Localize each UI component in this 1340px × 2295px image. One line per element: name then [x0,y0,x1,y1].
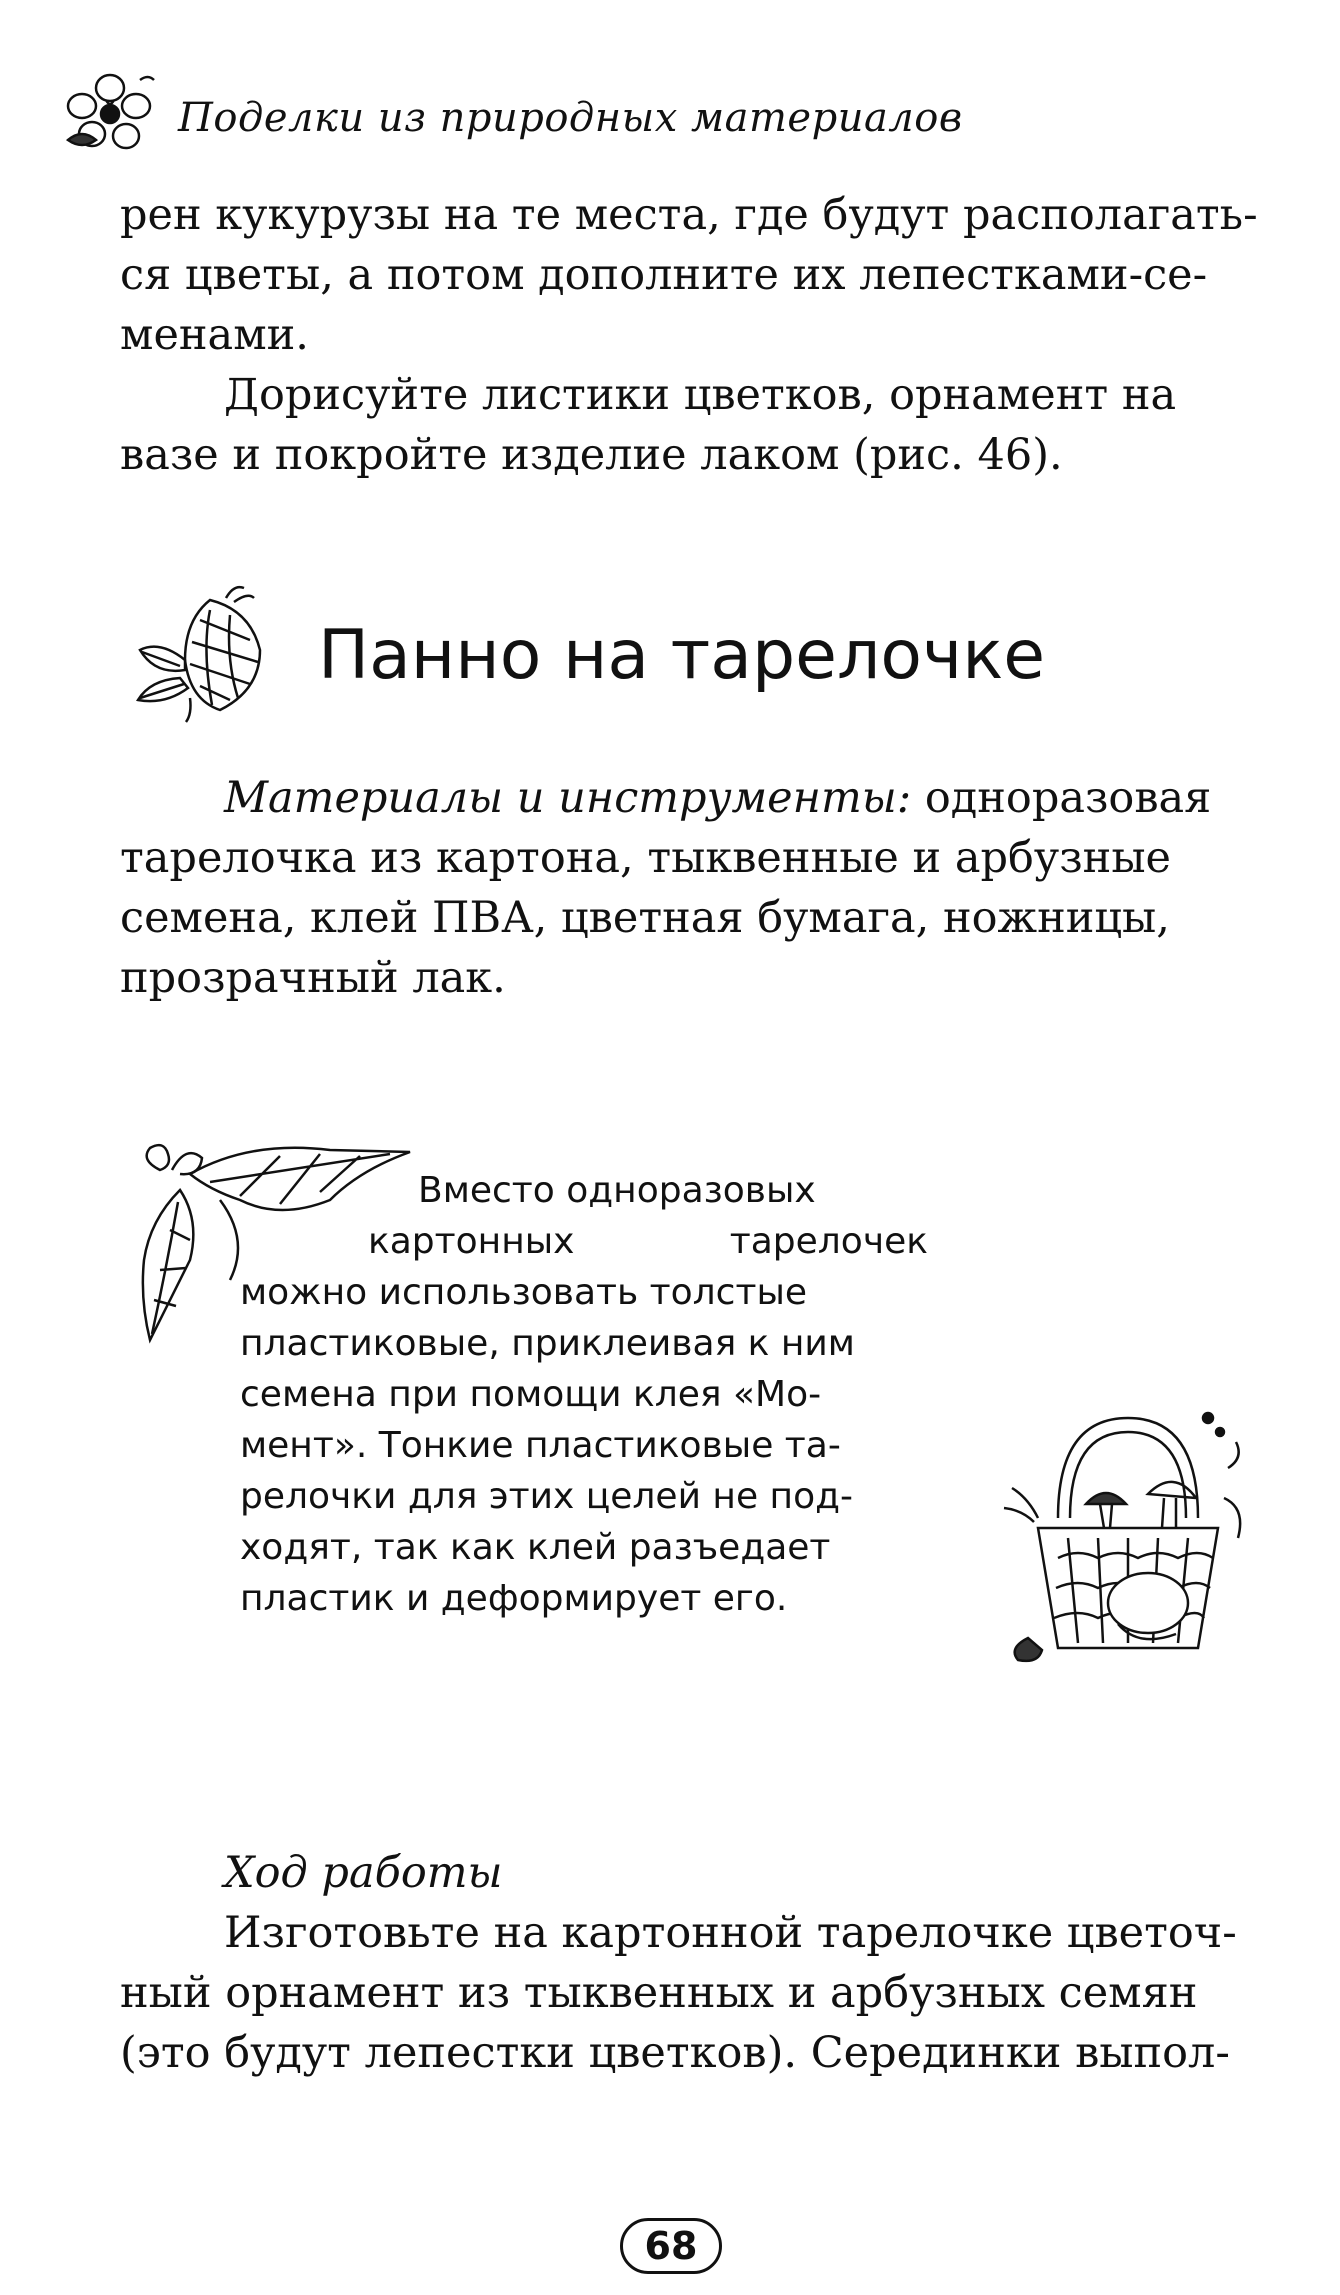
section-title: Панно на тарелочке [318,616,1046,695]
work-line: (это будут лепестки цветков). Серединки выпол- [120,2028,1230,2078]
tip-line: Вместо одноразовых [418,1170,816,1211]
tip-line: можно использовать толстые [240,1272,808,1313]
materials-text [120,768,1260,1008]
intro-line: менами. [120,310,309,360]
materials-label: Материалы и инструменты: [224,773,912,823]
tip-line: мент». Тонкие пластиковые та- [240,1425,841,1466]
tip-line: релочки для этих целей не под- [240,1476,853,1517]
tip-line: пластик и деформирует его. [240,1578,788,1619]
materials-line: семена, клей ПВА, цветная бумага, ножницы, [120,893,1170,943]
intro-line: вазе и покройте изделие лаком (рис. 46). [120,430,1063,480]
pinecone-icon [130,580,290,730]
intro-line: ся цветы, а потом дополните их лепестками-се- [120,250,1208,300]
tip-word: тарелочек [729,1221,928,1262]
flower-icon [62,70,158,154]
running-header: Поделки из природных материалов [178,95,963,141]
work-line: ный орнамент из тыквенных и арбузных семян [120,1968,1198,2018]
materials-line-rest: одноразовая [911,773,1212,823]
intro-line: рен кукурузы на те места, где будут располагать- [120,190,1258,240]
tip-line: ходят, так как клей разъедает [240,1527,831,1568]
intro-text [120,185,1260,485]
work-line: Изготовьте на картонной тарелочке цветоч- [224,1908,1237,1958]
tip-line: пластиковые, приклеивая к ним [240,1323,855,1364]
work-heading: Ход работы [224,1848,503,1898]
tip-text [240,1165,928,1624]
work-section [120,1843,1260,2083]
tip-line: семена при помощи клея «Мо- [240,1374,822,1415]
mushroom-basket-icon [998,1398,1252,1668]
tip-line [240,1216,928,1267]
materials-line: тарелочка из картона, тыквенные и арбузные [120,833,1172,883]
materials-line [120,768,1260,828]
tip-word: картонных [368,1221,575,1262]
intro-line: Дорисуйте листики цветков, орнамент на [224,370,1177,420]
materials-line: прозрачный лак. [120,953,506,1003]
page-number: 68 [620,2218,722,2274]
